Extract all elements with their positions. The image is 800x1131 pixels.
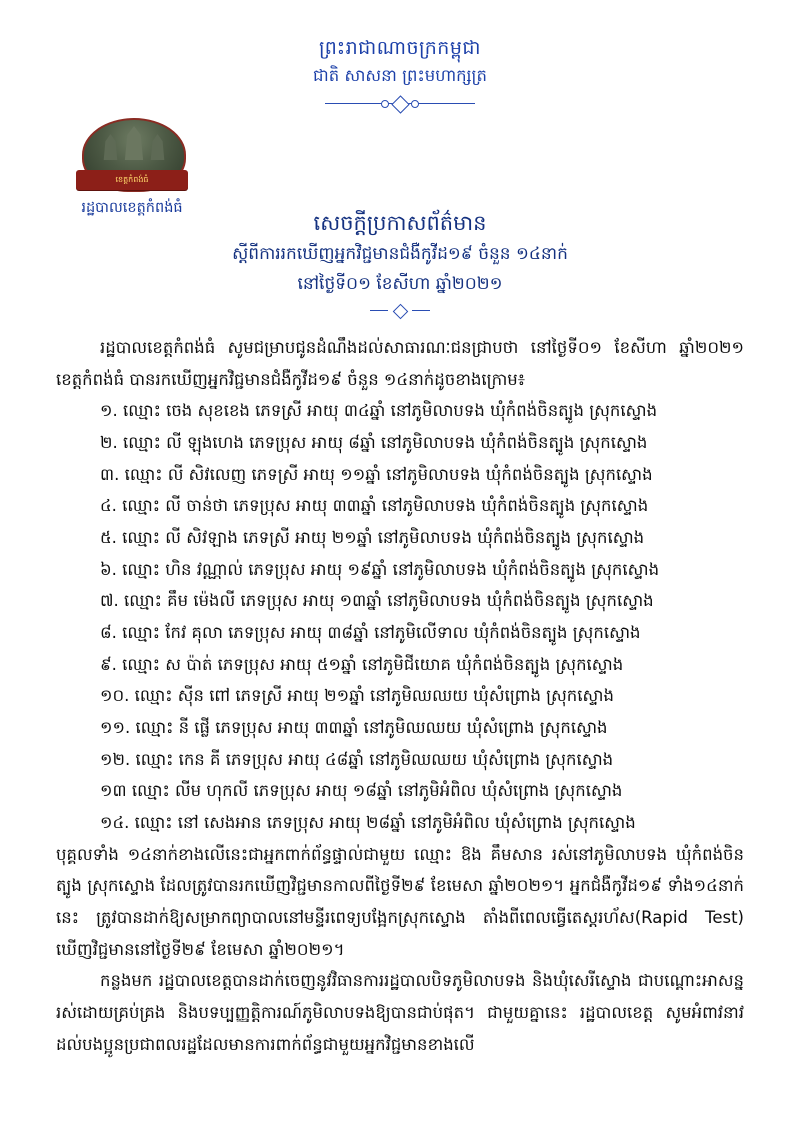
case-list [56,395,744,838]
page-subtitle-2: នៅថ្ងៃទី០១ ខែសីហា ឆ្នាំ២០២១ [297,274,503,295]
document-body [56,332,744,1060]
list-item: ៨. ឈ្មោះ កែវ គុលា ភេទប្រុស អាយុ ៣៨ឆ្នាំ នៅភូមិលើទាល ឃុំកំពង់ចិនត្បូង ស្រុកស្ទោង [100,623,641,643]
page-subtitle-1: ស្តីពីការរកឃើញអ្នកវិជ្ជមានជំងឺកូវីដ១៩ ចំនួន ១៤នាក់ [232,244,568,265]
list-item: ១៤. ឈ្មោះ នៅ សេងអាន ភេទប្រុស អាយុ ២៨ឆ្នាំ នៅភូមិអំពិល ឃុំសំព្រោង ស្រុកស្ទោង [100,813,636,833]
list-item: ៦. ឈ្មោះ ហិន វណ្ណាល់ ភេទប្រុស អាយុ ១៩ឆ្នាំ នៅភូមិលាបទង ឃុំកំពង់ចិនត្បូង ស្រុកស្ទោង [100,559,660,579]
provincial-seal-icon [76,118,188,194]
list-item: ១៣ ឈ្មោះ លីម ហុកលី ភេទប្រុស អាយុ ១៨ឆ្នាំ នៅភូមិអំពិល ឃុំសំព្រោង ស្រុកស្ទោង [100,781,623,801]
emblem-ribbon-text: ខេត្តកំពង់ធំ [115,175,149,184]
kingdom-line: ព្រះរាជាណាចក្រកម្ពុជា [319,37,481,59]
list-item: ១១. ឈ្មោះ នី ផ្លើ ភេទប្រុស អាយុ ៣៣ឆ្នាំ នៅភូមិឈឈយ ឃុំសំព្រោង ស្រុកស្ទោង [100,718,608,738]
list-item: ១២. ឈ្មោះ កេន គី ភេទប្រុស អាយុ ៤៨ឆ្នាំ នៅភូមិឈឈយ ឃុំសំព្រោង ស្រុកស្ទោង [100,749,614,769]
header-divider-ornament [325,95,475,111]
paragraph-2: បុគ្គលទាំង ១៤នាក់ខាងលើនេះជាអ្នកពាក់ព័ន្ធផ្ទាល់ជាមួយ ឈ្មោះ ឱង គឹមសាន រស់នៅភូមិលាបទង ឃុំកំពង់ចិនត្បូង ស្រុកស្ទោង ដែលត្រូវបានរកឃើញវិជ្ជមានកាលពីថ្ងៃទី២៩ ខែមេសា ឆ្នាំ២០២១។ អ្នកជំងឺកូវីដ១៩ ទាំង១៤នាក់នេះ ត្រូវបានដាក់ឱ្យសម្រាកព្យាបាលនៅមន្ទីរពេទ្យបង្អែកស្រុកស្ទោង តាំងពីពេលធ្វើតេស្តរហ័ស(Rapid Test) ឃើញវិជ្ជមាននៅថ្ងៃទី២៩ ខែមេសា ឆ្នាំ២០២១។ [56,844,744,959]
title-block [56,207,744,318]
paragraph-3: កន្លងមក រដ្ឋបាលខេត្តបានដាក់ចេញនូវវិធានការរដ្ឋបាលបិទភូមិលាបទង និងឃុំសេរីស្ទោង ជាបណ្ដោះអាសន្នរស់ដោយគ្រប់គ្រង និងបទប្បញ្ញត្តិការណ៍ភូមិលាបទងឱ្យបានជាប់ផុត។ ជាមួយគ្នានេះ រដ្ឋបាលខេត្ត សូមអំពាវនាវដល់បងប្អូនប្រជាពលរដ្ឋដែលមានការពាក់ព័ន្ធជាមួយអ្នកវិជ្ជមានខាងលើ [56,971,744,1054]
list-item: ១០. ឈ្មោះ ស៊ីន ពៅ ភេទស្រី អាយុ ២១ឆ្នាំ នៅភូមិឈឈយ ឃុំសំព្រោង ស្រុកស្ទោង [100,686,614,706]
national-motto: ជាតិ សាសនា ព្រះមហាក្សត្រ [313,65,487,85]
page-title: សេចក្តីប្រកាសព័ត៌មាន [313,210,487,235]
list-item: ៥. ឈ្មោះ លី សិវឡាង ភេទស្រី អាយុ ២១ឆ្នាំ នៅភូមិលាបទង ឃុំកំពង់ចិនត្បូង ស្រុកស្ទោង [100,528,645,548]
list-item: ១. ឈ្មោះ ចេង សុខខេង ភេទស្រី អាយុ ៣៤ឆ្នាំ នៅភូមិលាបទង ឃុំកំពង់ចិនត្បូង ស្រុកស្ទោង [100,401,658,421]
list-item: ៤. ឈ្មោះ លី ចាន់ថា ភេទប្រុស អាយុ ៣៣ឆ្នាំ នៅភូមិលាបទង ឃុំកំពង់ចិនត្បូង ស្រុកស្ទោង [100,496,649,516]
list-item: ៣. ឈ្មោះ លី សិវលេញ ភេទស្រី អាយុ ១១ឆ្នាំ នៅភូមិលាបទង ឃុំកំពង់ចិនត្បូង ស្រុកស្ទោង [100,464,653,484]
list-item: ២. ឈ្មោះ លី ឡុងហេង ភេទប្រុស អាយុ ៨ឆ្នាំ នៅភូមិលាបទង ឃុំកំពង់ចិនត្បូង ស្រុកស្ទោង [100,433,648,452]
title-divider-ornament [370,304,430,318]
emblem-caption: រដ្ឋបាលខេត្តកំពង់ធំ [81,200,183,216]
document-header [56,34,744,111]
list-item: ៩. ឈ្មោះ ស ប៉ាត់ ភេទប្រុស អាយុ ៥១ឆ្នាំ នៅភូមិជីយោគ ឃុំកំពង់ចិនត្បូង ស្រុកស្ទោង [100,654,624,674]
provincial-emblem-block [44,118,220,220]
list-item: ៧. ឈ្មោះ គឹម ម៉េងលី ភេទប្រុស អាយុ ១៣ឆ្នាំ នៅភូមិលាបទង ឃុំកំពង់ចិនត្បូង ស្រុកស្ទោង [100,591,654,611]
intro-paragraph: រដ្ឋបាលខេត្តកំពង់ធំ សូមជម្រាបជូនដំណឹងដល់សាធារណៈជនជ្រាបថា នៅថ្ងៃទី០១ ខែសីហា ឆ្នាំ២០២១ ខេត្តកំពង់ធំ បានរកឃើញអ្នកវិជ្ជមានជំងឺកូវីដ១៩ ចំនួន ១៤នាក់ដូចខាងក្រោម៖ [56,337,744,389]
